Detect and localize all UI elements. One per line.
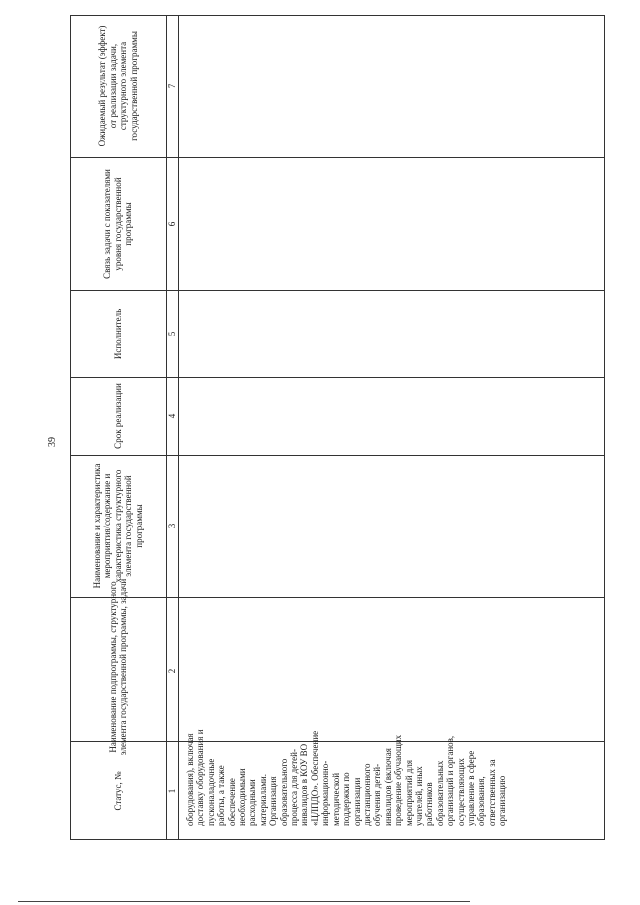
header-indicators: Связь задачи с показателями уровня государственной программы — [102, 169, 134, 279]
measure-description-line: мероприятий для — [403, 760, 414, 826]
measure-description-line: процесса для детей- — [289, 749, 300, 826]
column-number: 6 — [166, 221, 177, 227]
measure-description-line: работников — [424, 782, 435, 826]
measure-description-line: инвалидов (включая — [382, 748, 393, 826]
measure-description-line: обучения детей- — [372, 763, 383, 826]
column-number: 7 — [166, 83, 177, 89]
table-border-top — [70, 15, 605, 16]
header-subprogram: Наименование подпрограммы, структурного элемента государственной программы, задачи — [107, 578, 128, 756]
bottom-rule — [18, 901, 470, 902]
measure-description-line: организацию — [497, 775, 508, 826]
column-number: 1 — [166, 788, 177, 794]
measure-description-line: ответственных за — [486, 759, 497, 826]
measure-description-line: образования, — [476, 776, 487, 826]
measure-description-line: управление в сфере — [465, 750, 476, 826]
measure-description-line: работы, а также — [216, 765, 227, 826]
table-border-right — [604, 15, 605, 840]
measure-description-line: доставку оборудования и — [195, 729, 206, 826]
page-number: 39 — [47, 437, 58, 447]
measure-description-line: необходимыми — [237, 768, 248, 826]
measure-description-line: обеспечение — [226, 778, 237, 826]
measure-description-line: образовательных — [434, 760, 445, 826]
measure-description-line: методической — [330, 772, 341, 826]
measure-description-line: учителей, иных — [413, 766, 424, 826]
measure-description-line: осуществляющих — [455, 758, 466, 826]
header-measure: Наименование и характеристика мероприятия/содержание и характеристика структурного элемента государственной программы — [91, 463, 144, 589]
measure-description-line: пусконаладочные — [205, 758, 216, 826]
measure-description-line: организации — [351, 777, 362, 826]
column-number: 3 — [166, 523, 177, 529]
column-number: 5 — [166, 331, 177, 337]
measure-description-line: образовательного — [278, 758, 289, 826]
measure-description-line: информационно- — [320, 760, 331, 826]
document-table — [70, 15, 605, 840]
measure-description-line: расходными — [247, 779, 258, 826]
header-expected-result: Ожидаемый результат (эффект) от реализации задачи, структурного элемента государственной программы — [97, 25, 139, 147]
col-divider — [70, 290, 605, 291]
measure-description-cell — [183, 360, 508, 830]
measure-description-line: материалами. — [257, 774, 268, 826]
column-number: 2 — [166, 668, 177, 674]
header-executor: Исполнитель — [112, 308, 123, 360]
header-status: Статус, № — [112, 771, 123, 811]
measure-description-line: Организация — [268, 776, 279, 826]
header-term: Срок реализации — [112, 383, 123, 449]
measure-description-line: организаций и органов, — [445, 735, 456, 826]
measure-description-line: проведение обучающих — [393, 734, 404, 826]
measure-description-line: оборудования), включая — [185, 733, 195, 826]
measure-description-line: поддержки по — [341, 772, 352, 826]
measure-description-line: дистанционного — [361, 763, 372, 826]
measure-description-line: инвалидов в КОУ ВО — [299, 743, 310, 826]
measure-description-line: «ЦЛПДО». Обеспечение — [309, 730, 320, 826]
column-number: 4 — [166, 413, 177, 419]
